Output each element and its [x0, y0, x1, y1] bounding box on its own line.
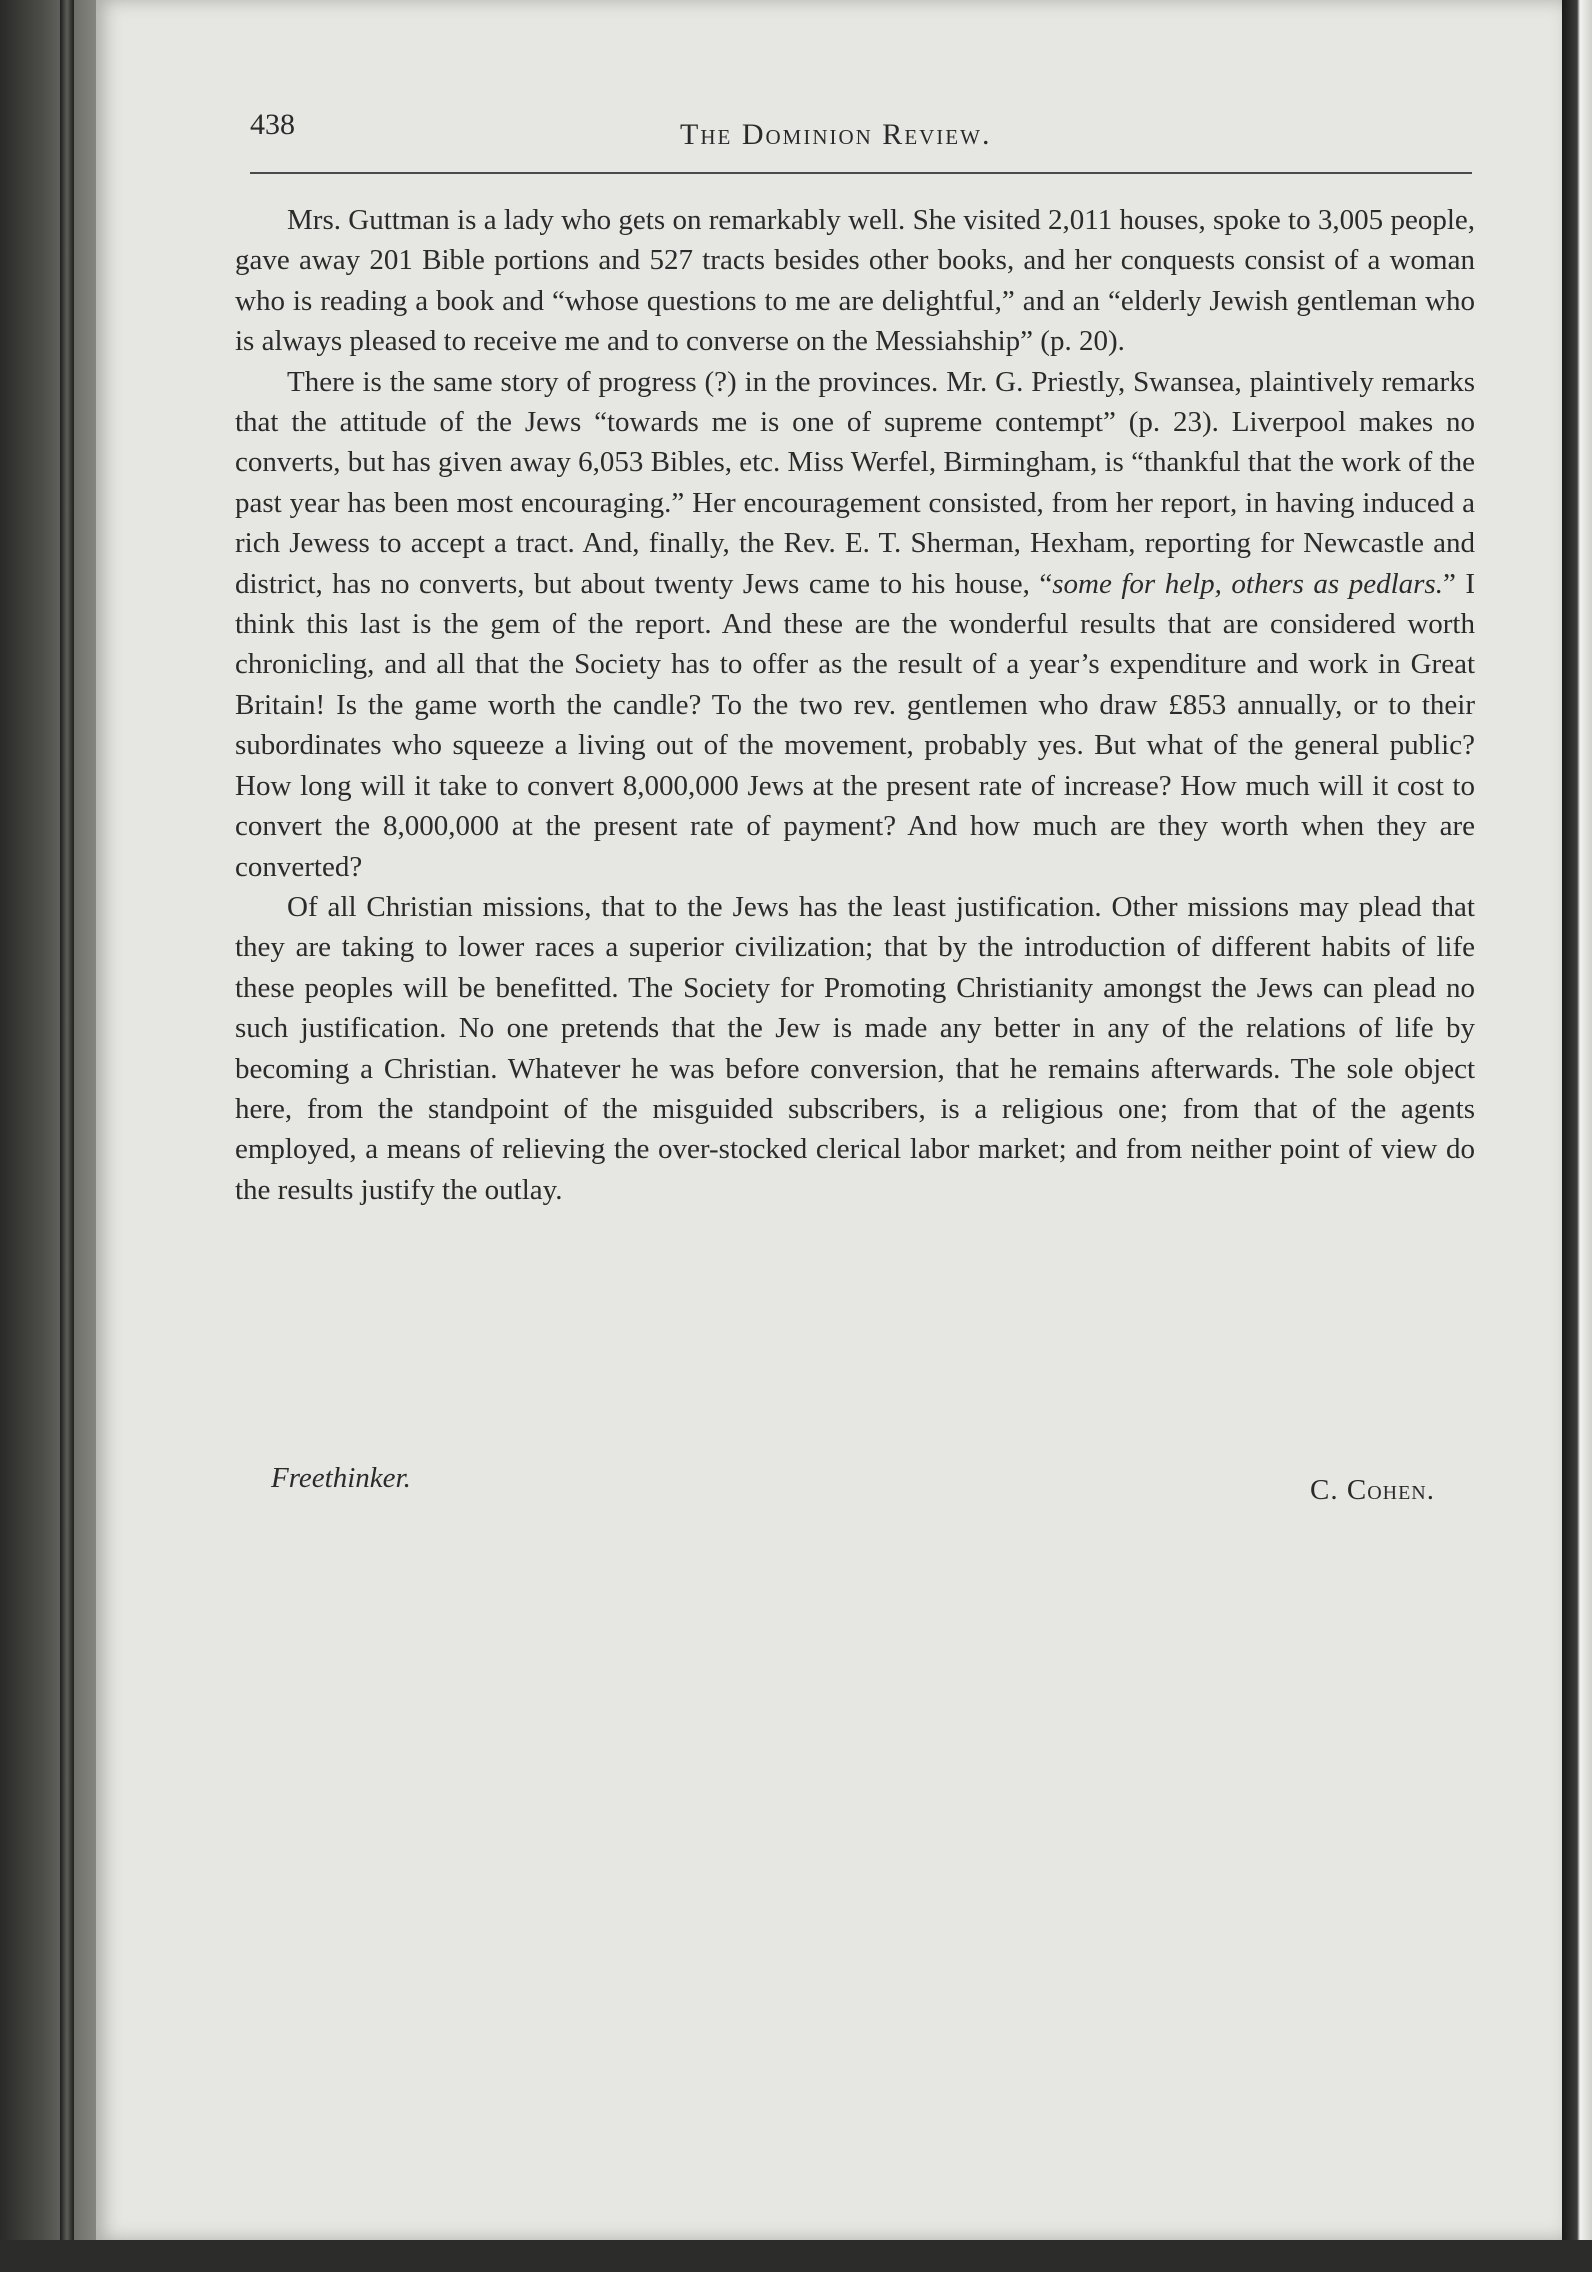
author-name: C. Cohen.	[1310, 1474, 1435, 1506]
paragraph-2	[235, 362, 1475, 887]
paragraph-2-text-start: There is the same story of progress (?) in the provinces. Mr. G. Priestly, Swansea, plaintively remarks that the attitude of the Jews “towards me is one of supreme contempt” (p. 23). Liverpool makes no converts, but has given away 6,053 Bibles, etc. Miss Werfel, Birmingham, is “thankful that the work of the past year has been most encouraging.” Her encouragement consisted, from her report, in having induced a rich Jewess to accept a tract. And, finally, the Rev. E. T. Sherman, Hexham, reporting for Newcastle and district, has no converts, but about twenty Jews came to his house, “	[235, 365, 1475, 600]
page-header	[250, 108, 1472, 168]
paragraph-2-text-end: ” I think this last is the gem of the report. And these are the wonderful results that are considered worth chronicling, and all that the Society has to offer as the result of a year’s expenditure and work in Great Britain! Is the game worth the candle? To the two rev. gentlemen who draw £853 annually, or to their subordinates who squeeze a living out of the movement, probably yes. But what of the general public? How long will it take to convert 8,000,000 Jews at the present rate of increase? How much will it cost to convert the 8,000,000 at the present rate of payment? And how much are they worth when they are converted?	[235, 567, 1475, 883]
signature-row	[235, 1456, 1475, 1506]
page-right-edge	[1562, 0, 1592, 2272]
source-attribution: Freethinker.	[271, 1462, 411, 1494]
paragraph-1	[235, 200, 1475, 362]
article-body	[235, 200, 1475, 1210]
paragraph-2-italic-quote: some for help, others as pedlars.	[1052, 567, 1443, 600]
book-binding	[0, 0, 100, 2272]
header-rule	[250, 172, 1472, 174]
paragraph-3	[235, 887, 1475, 1210]
paragraph-1-text: Mrs. Guttman is a lady who gets on remarkably well. She visited 2,011 houses, spoke to 3,005 people, gave away 201 Bible portions and 527 tracts besides other books, and her conquests consist of a woman who is reading a book and “whose questions to me are delightful,” and an “elderly Jewish gentleman who is always pleased to receive me and to converse on the Messiahship” (p. 20).	[235, 204, 1475, 358]
page-bottom-edge	[0, 2240, 1592, 2272]
running-title: The Dominion Review.	[680, 118, 992, 151]
paragraph-3-text: Of all Christian missions, that to the Jews has the least justification. Other missions may plead that they are taking to lower races a superior civilization; that by the introduction of different habits of life these peoples will be benefitted. The Society for Promoting Christianity amongst the Jews can plead no such justification. No one pretends that the Jew is made any better in any of the relations of life by becoming a Christian. Whatever he was before conversion, that he remains afterwards. The sole object here, from the standpoint of the misguided subscribers, is a religious one; from that of the agents employed, a means of relieving the over-stocked clerical labor market; and from neither point of view do the results justify the outlay.	[235, 890, 1475, 1206]
binding-edge	[60, 0, 74, 2272]
page-number: 438	[250, 108, 295, 141]
